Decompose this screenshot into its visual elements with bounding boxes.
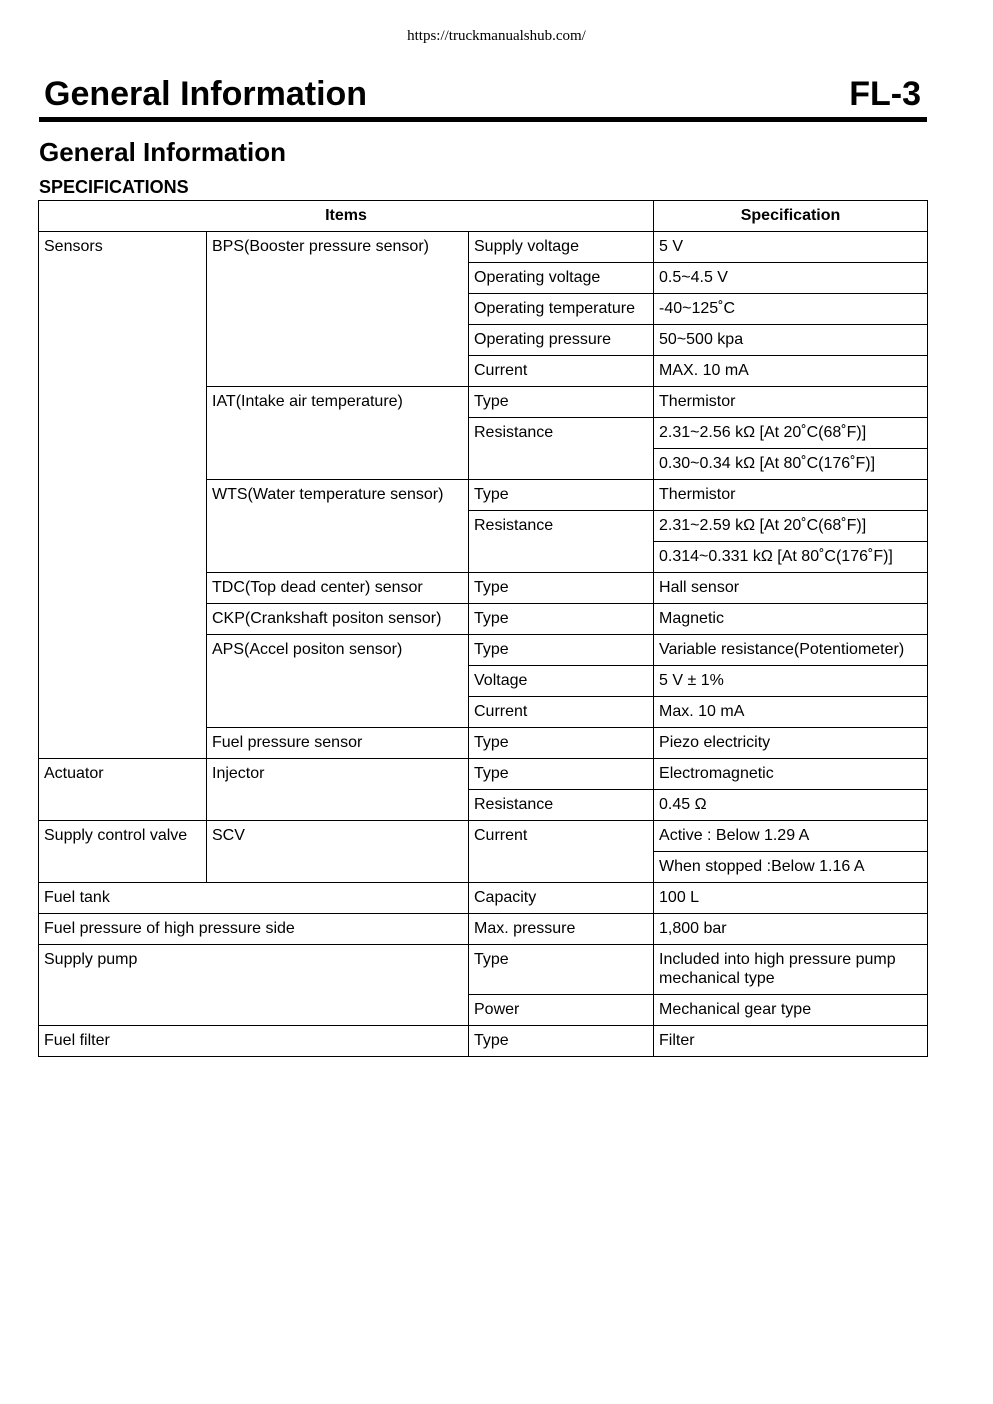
parameter-cell: Voltage <box>469 666 654 697</box>
value-cell: 0.30~0.34 kΩ [At 80˚C(176˚F)] <box>654 449 928 480</box>
category-cell: Fuel tank <box>39 883 469 914</box>
category-cell: Fuel pressure of high pressure side <box>39 914 469 945</box>
value-cell: 2.31~2.59 kΩ [At 20˚C(68˚F)] <box>654 511 928 542</box>
value-cell: 0.45 Ω <box>654 790 928 821</box>
parameter-cell: Resistance <box>469 790 654 821</box>
value-cell: Piezo electricity <box>654 728 928 759</box>
parameter-cell: Resistance <box>469 418 654 480</box>
component-cell: BPS(Booster pressure sensor) <box>207 232 469 387</box>
value-cell: Variable resistance(Potentiometer) <box>654 635 928 666</box>
table-row <box>39 821 928 852</box>
table-row <box>39 883 928 914</box>
value-cell: MAX. 10 mA <box>654 356 928 387</box>
parameter-cell: Capacity <box>469 883 654 914</box>
table-row <box>39 759 928 790</box>
parameter-cell: Type <box>469 387 654 418</box>
header-items: Items <box>39 201 654 232</box>
table-header-row <box>39 201 928 232</box>
value-cell: 0.314~0.331 kΩ [At 80˚C(176˚F)] <box>654 542 928 573</box>
value-cell: 2.31~2.56 kΩ [At 20˚C(68˚F)] <box>654 418 928 449</box>
component-cell: SCV <box>207 821 469 883</box>
value-cell: Max. 10 mA <box>654 697 928 728</box>
parameter-cell: Operating temperature <box>469 294 654 325</box>
category-cell: Fuel filter <box>39 1026 469 1057</box>
parameter-cell: Type <box>469 728 654 759</box>
subsection-title: SPECIFICATIONS <box>39 177 189 197</box>
parameter-cell: Type <box>469 635 654 666</box>
value-cell: 100 L <box>654 883 928 914</box>
parameter-cell: Type <box>469 759 654 790</box>
parameter-cell: Type <box>469 604 654 635</box>
value-cell: Magnetic <box>654 604 928 635</box>
parameter-cell: Current <box>469 821 654 883</box>
page-code: FL-3 <box>849 75 921 113</box>
category-cell: Supply control valve <box>39 821 207 883</box>
table-row <box>39 1026 928 1057</box>
value-cell: 50~500 kpa <box>654 325 928 356</box>
table-row <box>39 232 928 263</box>
table-row <box>39 914 928 945</box>
specifications-table <box>38 200 928 1057</box>
table-row <box>39 945 928 995</box>
parameter-cell: Operating pressure <box>469 325 654 356</box>
parameter-cell: Type <box>469 1026 654 1057</box>
component-cell: APS(Accel positon sensor) <box>207 635 469 728</box>
value-cell: Electromagnetic <box>654 759 928 790</box>
parameter-cell: Power <box>469 995 654 1026</box>
source-url[interactable]: https://truckmanualshub.com/ <box>407 28 586 44</box>
value-cell: 5 V ± 1% <box>654 666 928 697</box>
component-cell: Injector <box>207 759 469 821</box>
parameter-cell: Type <box>469 480 654 511</box>
parameter-cell: Supply voltage <box>469 232 654 263</box>
header-title: General Information <box>44 75 368 113</box>
header-divider <box>39 117 927 122</box>
component-cell: WTS(Water temperature sensor) <box>207 480 469 573</box>
component-cell: Fuel pressure sensor <box>207 728 469 759</box>
value-cell: Hall sensor <box>654 573 928 604</box>
parameter-cell: Current <box>469 697 654 728</box>
value-cell: Filter <box>654 1026 928 1057</box>
category-cell: Supply pump <box>39 945 469 1026</box>
component-cell: TDC(Top dead center) sensor <box>207 573 469 604</box>
value-cell: 0.5~4.5 V <box>654 263 928 294</box>
category-cell: Actuator <box>39 759 207 821</box>
parameter-cell: Current <box>469 356 654 387</box>
component-cell: CKP(Crankshaft positon sensor) <box>207 604 469 635</box>
value-cell: 1,800 bar <box>654 914 928 945</box>
parameter-cell: Type <box>469 573 654 604</box>
component-cell: IAT(Intake air temperature) <box>207 387 469 480</box>
parameter-cell: Resistance <box>469 511 654 573</box>
category-cell: Sensors <box>39 232 207 759</box>
value-cell: Thermistor <box>654 480 928 511</box>
value-cell: Thermistor <box>654 387 928 418</box>
value-cell: 5 V <box>654 232 928 263</box>
value-cell: Mechanical gear type <box>654 995 928 1026</box>
header-specification: Specification <box>654 201 928 232</box>
value-cell: -40~125˚C <box>654 294 928 325</box>
section-title: General Information <box>39 137 287 167</box>
parameter-cell: Type <box>469 945 654 995</box>
parameter-cell: Max. pressure <box>469 914 654 945</box>
value-cell: Active : Below 1.29 A <box>654 821 928 852</box>
value-cell: When stopped :Below 1.16 A <box>654 852 928 883</box>
parameter-cell: Operating voltage <box>469 263 654 294</box>
value-cell: Included into high pressure pump mechanical type <box>654 945 928 995</box>
